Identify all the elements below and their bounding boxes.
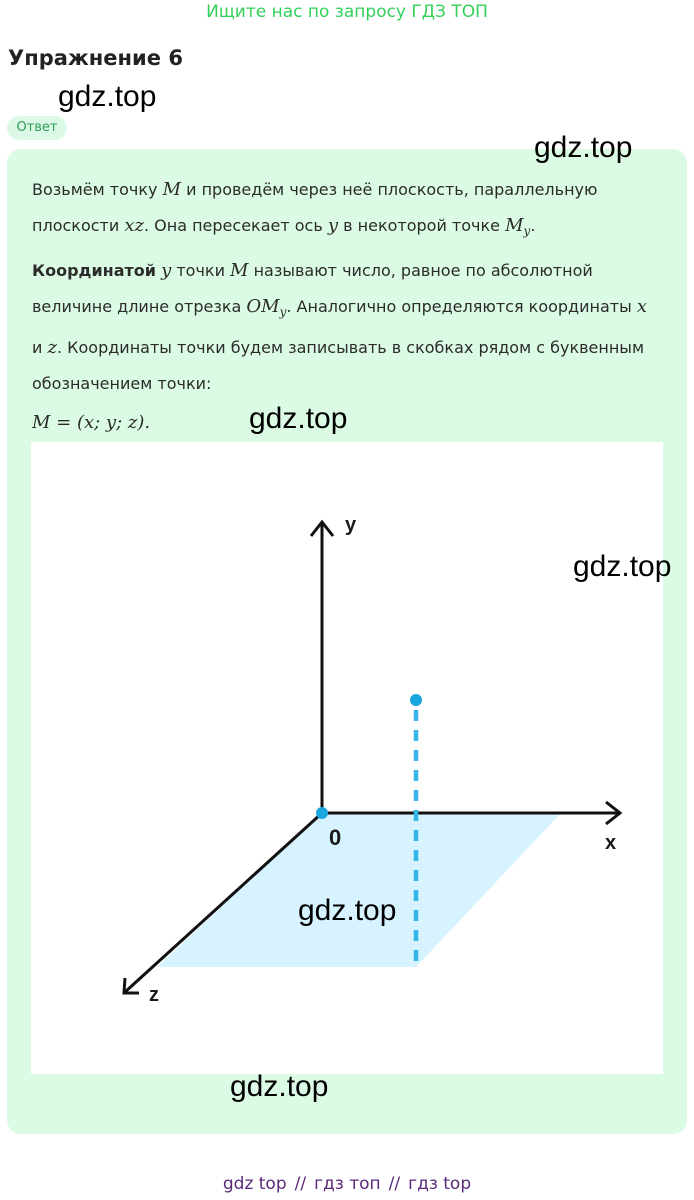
paragraph-2: Координатой y точки M называют число, равное по абсолютной величине длине отрезка $OM_y$. Аналогично определяются координаты x и z. Координаты точки будем записывать в скобках рядом с буквенным обозначением точки:: [32, 260, 647, 393]
footer-link-2[interactable]: гдз топ: [314, 1174, 381, 1194]
footer-link-1[interactable]: gdz top: [222, 1174, 287, 1194]
answer-badge[interactable]: Ответ: [7, 116, 67, 140]
watermark: gdz.top: [249, 402, 348, 435]
point-m: [410, 694, 422, 706]
coordinate-formula: M = (x; y; z).: [32, 412, 151, 433]
watermark: gdz.top: [298, 894, 397, 927]
search-banner[interactable]: Ищите нас по запросу ГДЗ ТОП: [206, 2, 488, 22]
xz-plane: [157, 813, 561, 967]
origin-point: [316, 807, 328, 819]
axis-label-y: y: [345, 514, 357, 536]
watermark: gdz.top: [573, 550, 672, 583]
footer-separator: //: [294, 1174, 307, 1194]
watermark: gdz.top: [534, 131, 633, 164]
footer-link-3[interactable]: гдз top: [408, 1174, 472, 1194]
exercise-title: Упражнение 6: [8, 46, 183, 70]
watermark: gdz.top: [230, 1070, 329, 1103]
origin-label: 0: [329, 825, 342, 850]
coordinate-diagram: [31, 442, 663, 1074]
footer-links: [0, 1174, 694, 1194]
watermark: gdz.top: [58, 80, 157, 113]
axis-label-z: z: [149, 984, 159, 1006]
footer-separator: //: [388, 1174, 401, 1194]
axis-label-x: x: [605, 832, 617, 854]
diagram-svg: [31, 442, 663, 1074]
paragraph-1: Возьмём точку M и проведём через неё плоскость, параллельную плоскости xz. Она пересекает ось y в некоторой точке $M_y$.: [32, 179, 598, 238]
